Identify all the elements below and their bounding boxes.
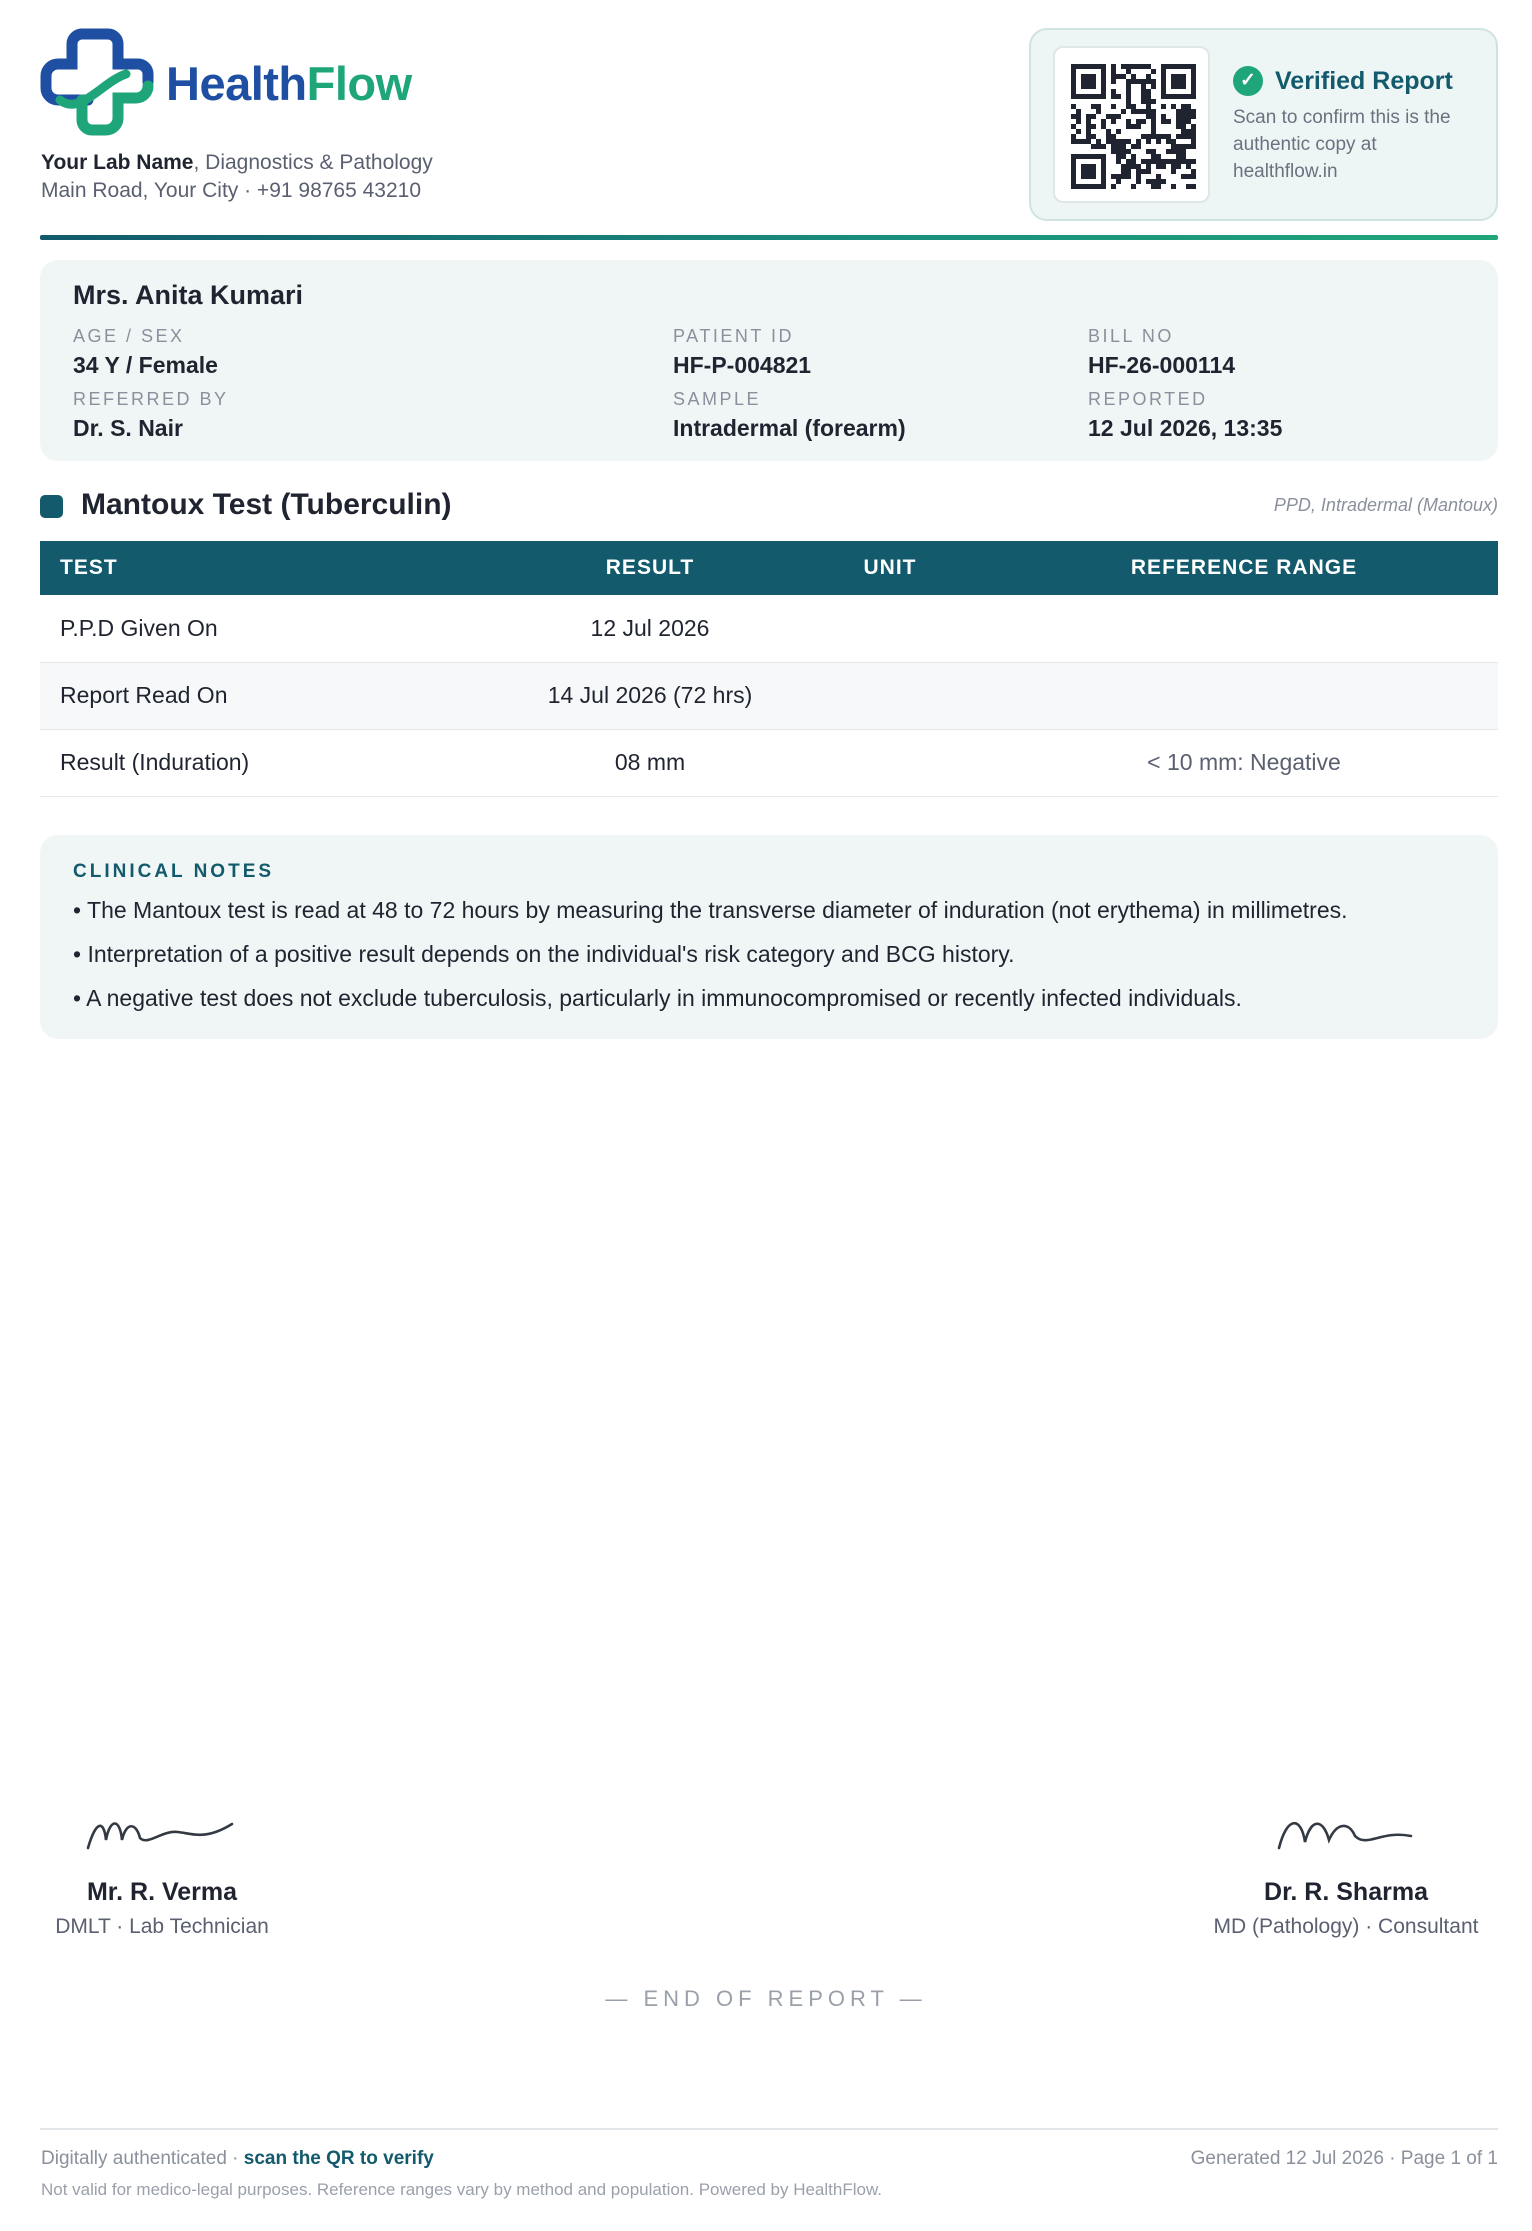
- signature-scribble-icon: [1271, 1810, 1421, 1856]
- referred-by-label: REFERRED BY: [73, 389, 229, 409]
- signatory-role: DMLT · Lab Technician: [55, 1915, 269, 1938]
- end-of-report: — END OF REPORT —: [605, 1986, 927, 2011]
- clinical-notes-heading: CLINICAL NOTES: [73, 861, 275, 882]
- brand-name: HealthFlow: [166, 56, 412, 110]
- col-result: RESULT: [510, 541, 790, 595]
- verified-title: ✓ Verified Report: [1233, 66, 1453, 96]
- test-reference: [990, 662, 1498, 729]
- section-method: PPD, Intradermal (Mantoux): [1273, 495, 1498, 515]
- brand-logo: [40, 26, 412, 140]
- test-result: 12 Jul 2026: [510, 595, 790, 662]
- header-divider: [40, 235, 1498, 240]
- note-item: • The Mantoux test is read at 48 to 72 hours by measuring the transverse diameter of induration (not erythema) in millimetres.: [73, 897, 1348, 923]
- test-reference: < 10 mm: Negative: [990, 729, 1498, 796]
- sample-label: SAMPLE: [673, 389, 762, 409]
- test-name: P.P.D Given On: [40, 595, 510, 662]
- note-item: • Interpretation of a positive result depends on the individual's risk category and BCG history.: [73, 941, 1015, 967]
- note-item: • A negative test does not exclude tuberculosis, particularly in immunocompromised or recently infected individuals.: [73, 985, 1242, 1011]
- test-unit: [790, 595, 990, 662]
- lab-address: Main Road, Your City · +91 98765 43210: [41, 179, 422, 202]
- results-table: [40, 541, 1498, 797]
- referred-by-value: Dr. S. Nair: [73, 415, 183, 441]
- footer-authentication: Digitally authenticated · scan the QR to verify: [41, 2148, 434, 2169]
- reported-label: REPORTED: [1088, 389, 1208, 409]
- footer-divider: [40, 2128, 1498, 2130]
- age-sex-label: AGE / SEX: [73, 326, 185, 346]
- lab-name: Your Lab Name, Diagnostics & Pathology: [41, 151, 433, 174]
- test-name: Report Read On: [40, 662, 510, 729]
- healthflow-cross-icon: [40, 26, 154, 140]
- test-result: 08 mm: [510, 729, 790, 796]
- qr-code-icon: [1071, 64, 1196, 189]
- signatory-role: MD (Pathology) · Consultant: [1213, 1915, 1479, 1938]
- footer-generated: Generated 12 Jul 2026 · Page 1 of 1: [1190, 2148, 1498, 2169]
- patient-name: Mrs. Anita Kumari: [73, 280, 304, 310]
- signature-scribble-icon: [82, 1810, 242, 1856]
- reported-value: 12 Jul 2026, 13:35: [1088, 415, 1283, 441]
- table-row: [40, 662, 1498, 729]
- test-unit: [790, 729, 990, 796]
- signatory-name: Dr. R. Sharma: [1264, 1878, 1428, 1906]
- patient-id-value: HF-P-004821: [673, 352, 812, 378]
- test-name: Result (Induration): [40, 729, 510, 796]
- signature-right: [1194, 1810, 1498, 1939]
- section-title: Mantoux Test (Tuberculin): [81, 488, 452, 521]
- table-row: [40, 729, 1498, 796]
- test-unit: [790, 662, 990, 729]
- patient-info-panel: [40, 260, 1498, 461]
- col-unit: UNIT: [790, 541, 990, 595]
- patient-id-label: PATIENT ID: [673, 326, 795, 346]
- clinical-notes: [40, 835, 1498, 1039]
- section-marker: [40, 495, 63, 518]
- footer-disclaimer: Not valid for medico-legal purposes. Reference ranges vary by method and population. Powered by HealthFlow.: [41, 2180, 883, 2199]
- col-reference-range: REFERENCE RANGE: [990, 541, 1498, 595]
- table-header-row: [40, 541, 1498, 595]
- age-sex-value: 34 Y / Female: [73, 352, 218, 378]
- verify-link[interactable]: scan the QR to verify: [243, 2148, 434, 2169]
- sample-value: Intradermal (forearm): [673, 415, 906, 441]
- qr-code[interactable]: [1053, 46, 1210, 203]
- signatory-name: Mr. R. Verma: [86, 1878, 238, 1906]
- test-result: 14 Jul 2026 (72 hrs): [510, 662, 790, 729]
- verified-report-card: [1029, 28, 1498, 221]
- check-circle-icon: ✓: [1233, 66, 1263, 96]
- test-reference: [990, 595, 1498, 662]
- bill-no-label: BILL NO: [1088, 326, 1174, 346]
- verify-instructions: Scan to confirm this is the authentic copy at healthflow.in: [1233, 107, 1451, 182]
- signature-left: [40, 1810, 284, 1939]
- table-row: [40, 595, 1498, 662]
- bill-no-value: HF-26-000114: [1088, 352, 1236, 378]
- col-test: TEST: [40, 541, 510, 595]
